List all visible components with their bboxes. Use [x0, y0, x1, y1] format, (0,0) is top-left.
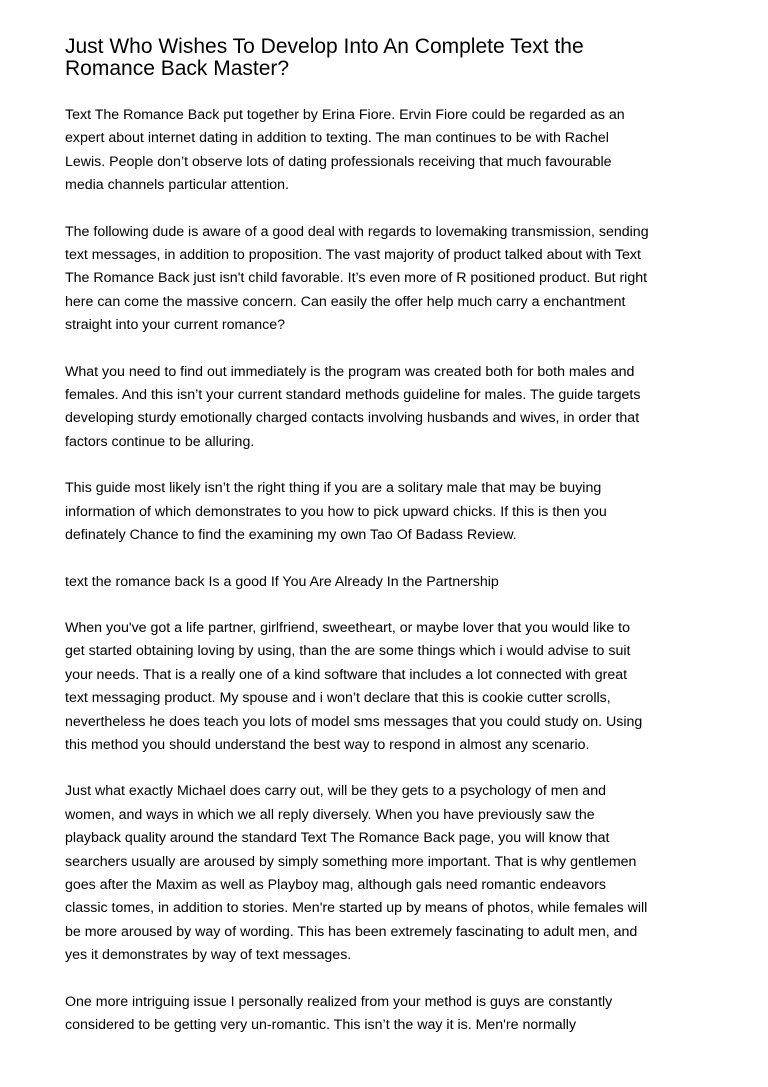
text-line: this method you should understand the best way to respond in almost any scenario.	[65, 736, 590, 753]
text-line: searchers usually are aroused by simply something more important. That is why gentlemen	[65, 853, 637, 870]
text-line: goes after the Maxim as well as Playboy mag, although gals need romantic endeavors	[65, 876, 606, 893]
text-line: Lewis. People don’t observe lots of dating professionals receiving that much favourable	[65, 153, 612, 170]
text-line: This guide most likely isn’t the right thing if you are a solitary male that may be buying	[65, 480, 602, 497]
text-line: text messaging product. My spouse and i won’t declare that this is cookie cutter scrolls,	[65, 690, 611, 707]
text-line: be more aroused by way of wording. This has been extremely fascinating to adult men, and	[65, 923, 638, 940]
paragraph-8	[65, 991, 710, 1038]
text-line: factors continue to be alluring.	[65, 433, 255, 450]
text-line: straight into your current romance?	[65, 317, 286, 334]
text-line: When you've got a life partner, girlfriend, sweetheart, or maybe lover that you would like to	[65, 619, 630, 636]
text-line: Just what exactly Michael does carry out, will be they gets to a psychology of men and	[65, 783, 606, 800]
text-line: expert about internet dating in addition to texting. The man continues to be with Rachel	[65, 130, 609, 147]
text-line: playback quality around the standard Text The Romance Back page, you will know that	[65, 830, 610, 847]
paragraph-7	[65, 780, 710, 967]
paragraph-3	[65, 361, 710, 455]
text-line: yes it demonstrates by way of text messages.	[65, 947, 352, 964]
text-line: classic tomes, in addition to stories. Men're started up by means of photos, while females will	[65, 900, 648, 917]
paragraph-1	[65, 104, 710, 198]
text-line: The Romance Back just isn't child favorable. It’s even more of R positioned product. But right	[65, 270, 648, 287]
text-line: One more intriguing issue I personally realized from your method is guys are constantly	[65, 993, 613, 1010]
title-line: Romance Back Master?	[65, 57, 290, 80]
text-line: The following dude is aware of a good deal with regards to lovemaking transmission, sending	[65, 223, 649, 240]
paragraph-5-subheading	[65, 571, 710, 594]
text-line: text the romance back Is a good If You Are Already In the Partnership	[65, 573, 499, 590]
paragraph-4	[65, 477, 710, 547]
text-line: get started obtaining loving by using, than the are some things which i would advise to suit	[65, 643, 631, 660]
paragraph-2	[65, 221, 710, 338]
text-line: here can come the massive concern. Can easily the offer help much carry a enchantment	[65, 293, 626, 310]
text-line: Text The Romance Back put together by Erina Fiore. Ervin Fiore could be regarded as an	[65, 107, 625, 123]
document-page	[65, 36, 710, 1060]
text-line: definately Chance to find the examining my own Tao Of Badass Review.	[65, 527, 517, 544]
text-line: information of which demonstrates to you how to pick upward chicks. If this is then you	[65, 503, 607, 520]
document-title	[65, 36, 710, 80]
text-line: developing sturdy emotionally charged contacts involving husbands and wives, in order that	[65, 410, 640, 427]
text-line: females. And this isn’t your current standard methods guideline for males. The guide targets	[65, 387, 641, 404]
text-line: considered to be getting very un-romantic. This isn’t the way it is. Men're normally	[65, 1017, 577, 1033]
paragraph-6	[65, 617, 710, 757]
text-line: text messages, in addition to proposition. The vast majority of product talked about with Text	[65, 247, 641, 264]
text-line: What you need to find out immediately is the program was created both for both males and	[65, 363, 635, 380]
text-line: women, and ways in which we all reply diversely. When you have previously saw the	[65, 806, 595, 823]
text-line: media channels particular attention.	[65, 177, 289, 194]
title-line: Just Who Wishes To Develop Into An Complete Text the	[65, 35, 584, 58]
text-line: your needs. That is a really one of a kind software that includes a lot connected with great	[65, 666, 628, 683]
text-line: nevertheless he does teach you lots of model sms messages that you could study on. Using	[65, 713, 643, 730]
